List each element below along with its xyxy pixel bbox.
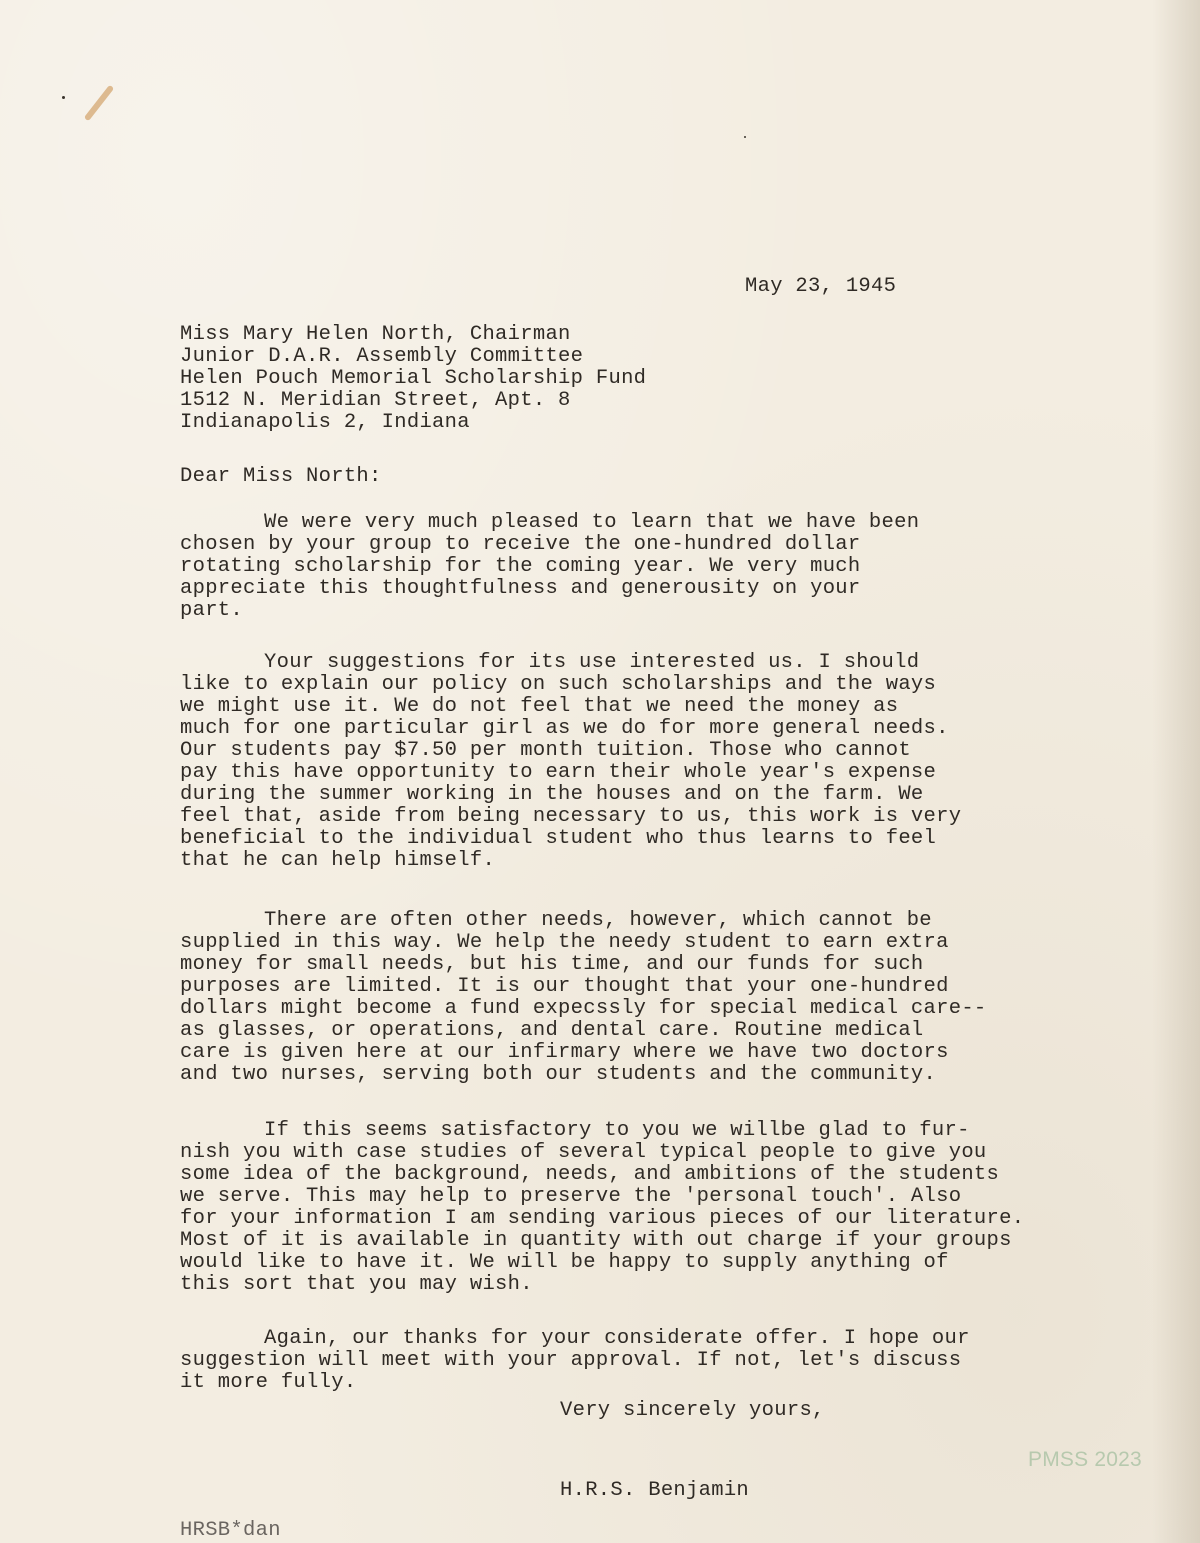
letter-date: May 23, 1945 xyxy=(745,275,897,298)
salutation: Dear Miss North: xyxy=(180,465,382,488)
typist-initials: HRSB*dan xyxy=(180,1519,281,1542)
address-line: Junior D.A.R. Assembly Committee xyxy=(180,345,584,368)
address-line: 1512 N. Meridian Street, Apt. 8 xyxy=(180,389,571,412)
archive-watermark: PMSS 2023 xyxy=(1028,1448,1142,1471)
paper-speck xyxy=(744,136,746,138)
body-paragraph: Again, our thanks for your considerate offer. I hope our suggestion will meet with your approval. If not, let's discuss it more fully. xyxy=(180,1327,970,1394)
paper-speck xyxy=(62,96,65,99)
body-paragraph: We were very much pleased to learn that we have been chosen by your group to receive the one-hundred dollar rotating scholarship for the coming year. We very much appreciate this thoughtfulness and generousity on your part. xyxy=(180,511,920,622)
body-paragraph: If this seems satisfactory to you we willbe glad to fur- nish you with case studies of several typical people to give you some idea of the background, needs, and ambitions of the students we serve. This may help to preserve the 'personal touch'. Also for your information I am sending various pieces of our literature. Most of it is available in quantity with out charge if your groups would like to have it. We will be happy to supply anything of this sort that you may wish. xyxy=(180,1119,1025,1296)
body-paragraph: Your suggestions for its use interested us. I should like to explain our policy on such scholarships and the ways we might use it. We do not feel that we need the money as much for one particular girl as we do for more general needs. Our students pay $7.50 per month tuition. Those who cannot pay this have opportunity to earn their whole year's expense during the summer working in the houses and on the farm. We feel that, aside from being necessary to us, this work is very beneficial to the individual student who thus learns to feel that he can help himself. xyxy=(180,651,962,872)
address-line: Miss Mary Helen North, Chairman xyxy=(180,323,571,346)
recipient-address xyxy=(180,324,646,434)
closing: Very sincerely yours, xyxy=(560,1399,825,1422)
address-line: Helen Pouch Memorial Scholarship Fund xyxy=(180,367,647,390)
paper-stain xyxy=(84,85,115,122)
address-line: Indianapolis 2, Indiana xyxy=(180,411,470,434)
signer-name: H.R.S. Benjamin xyxy=(560,1479,750,1502)
body-paragraph: There are often other needs, however, which cannot be supplied in this way. We help the needy student to earn extra money for small needs, but his time, and our funds for such purposes are limited. It is our thought that your one-hundred dollars might become a fund expecssly for special medical care-- as glasses, or operations, and dental care. Routine medical care is given here at our infirmary where we have two doctors and two nurses, serving both our students and the community. xyxy=(180,909,987,1086)
